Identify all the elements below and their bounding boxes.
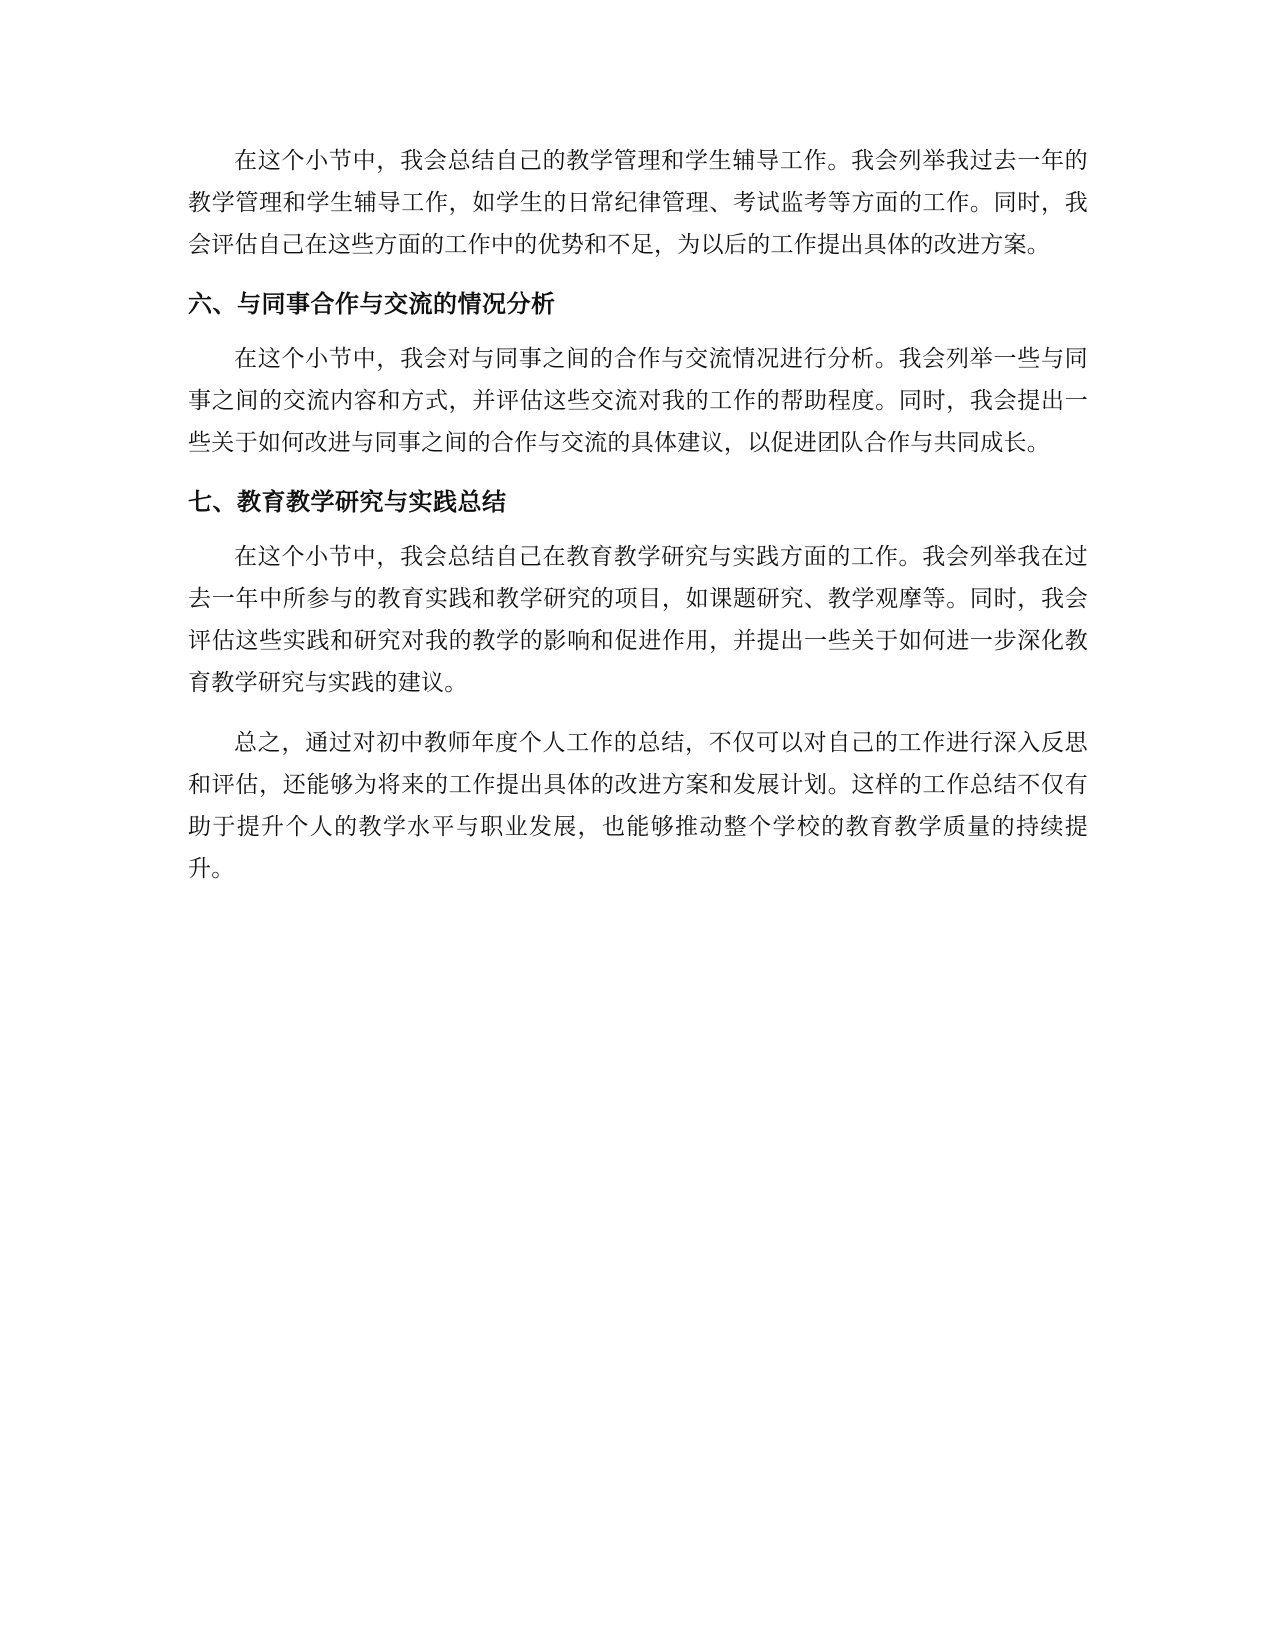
paragraph-colleague-cooperation: 在这个小节中，我会对与同事之间的合作与交流情况进行分析。我会列举一些与同事之间的交流内容和方式，并评估这些交流对我的工作的帮助程度。同时，我会提出一些关于如何改进与同事之间的合作与交流的具体建议，以促进团队合作与共同成长。 [188, 346, 1088, 456]
paragraph-teaching-management: 在这个小节中，我会总结自己的教学管理和学生辅导工作。我会列举我过去一年的教学管理和学生辅导工作，如学生的日常纪律管理、考试监考等方面的工作。同时，我会评估自己在这些方面的工作中的优势和不足，为以后的工作提出具体的改进方案。 [188, 148, 1088, 258]
paragraph-conclusion: 总之，通过对初中教师年度个人工作的总结，不仅可以对自己的工作进行深入反思和评估，还能够为将来的工作提出具体的改进方案和发展计划。这样的工作总结不仅有助于提升个人的教学水平与职业发展，也能够推动整个学校的教育教学质量的持续提升。 [188, 730, 1088, 882]
section-heading-colleague-cooperation: 六、与同事合作与交流的情况分析 [188, 290, 556, 318]
document-body [188, 140, 1088, 890]
section-heading-research-practice: 七、教育教学研究与实践总结 [188, 488, 507, 516]
paragraph-research-practice: 在这个小节中，我会总结自己在教育教学研究与实践方面的工作。我会列举我在过去一年中所参与的教育实践和教学研究的项目，如课题研究、教学观摩等。同时，我会评估这些实践和研究对我的教学的影响和促进作用，并提出一些关于如何进一步深化教育教学研究与实践的建议。 [188, 544, 1088, 696]
